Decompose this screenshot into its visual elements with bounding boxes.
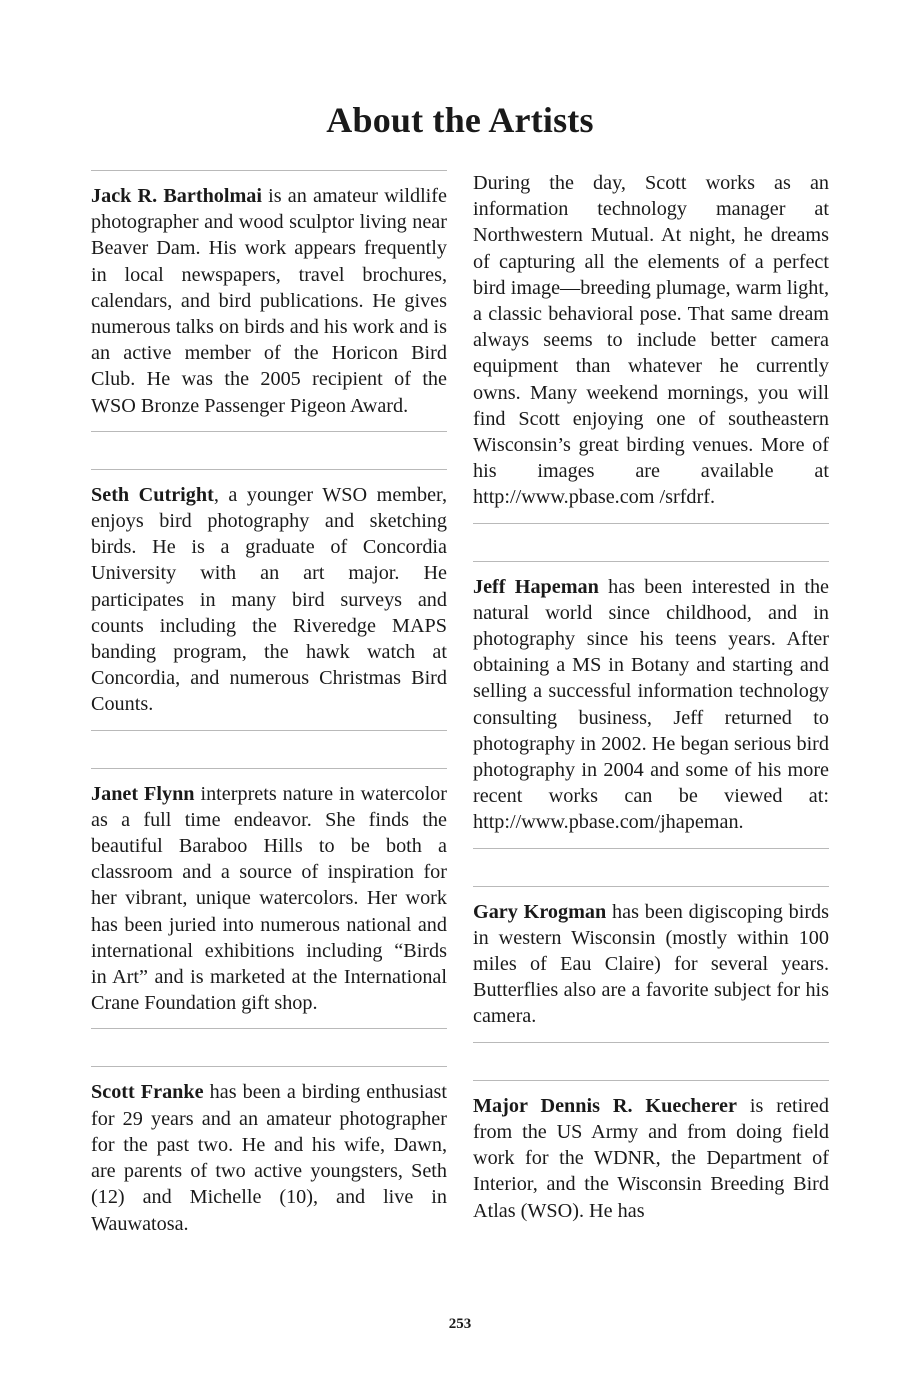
artist-bio — [473, 1093, 829, 1224]
divider — [473, 886, 829, 887]
left-column — [91, 170, 447, 1237]
artist-name: Jack R. Bartholmai — [91, 185, 263, 207]
artist-bio-text: is an amateur wildlife photographer and wood sculptor living near Beaver Dam. His work appears frequently in local newspapers, travel brochures, calendars, and bird publications. He gives numerous talks on birds and his work and is an active member of the Horicon Bird Club. He was the 2005 recipient of the WSO Bronze Passenger Pigeon Award. — [91, 185, 447, 417]
artist-bio-text: interprets nature in watercolor as a full time endeavor. She finds the beautiful Baraboo Hills to be both a classroom and a source of inspiration for her vibrant, unique watercolors. Her work has been juried into numerous national and international exhibitions including “Birds in Art” and is marketed at the International Crane Foundation gift shop. — [91, 782, 447, 1015]
artist-entry-continuation — [473, 170, 829, 511]
page-title: About the Artists — [326, 100, 594, 141]
artist-name: Gary Krogman — [473, 900, 607, 923]
artist-bio-text: has been interested in the natural world since childhood, and in photography since his teens years. After obtaining a MS in Botany and starting and selling a successful information technology consulting business, Jeff returned to photography in 2002. He began serious bird photography in 2004 and some of his more recent works can be viewed at: http://www.pbase.com/jhapeman. — [473, 575, 829, 834]
artist-bio — [91, 1079, 447, 1236]
artist-bio — [91, 482, 447, 718]
artist-bio: During the day, Scott works as an information technology manager at Northwestern Mutual. At night, he dreams of capturing all the elements of a perfect bird image—breeding plumage, warm light, a classic behavioral pose. That same dream always seems to include better camera equipment than whatever he currently owns. Many weekend mornings, you will find Scott enjoying one of southeastern Wisconsin’s great birding venues. More of his images are available at http://www.pbase.com /srfdrf. — [473, 172, 829, 509]
artist-bio — [473, 574, 829, 836]
artist-bio — [91, 781, 447, 1017]
artist-entry — [473, 574, 829, 836]
artist-entry — [473, 899, 829, 1030]
artist-entry — [473, 1093, 829, 1224]
artist-bio-text: , a younger WSO member, enjoys bird photography and sketching birds. He is a graduate of Concordia University with an art major. He participates in many bird surveys and counts including the Riveredge MAPS banding program, the hawk watch at Concordia, and numerous Christmas Bird Counts. — [91, 483, 447, 716]
artist-entry — [91, 1079, 447, 1236]
artist-bio — [91, 183, 447, 419]
artist-name: Seth Cutright — [91, 483, 214, 506]
artist-bio-text: has been a birding enthusiast for 29 years and an amateur photographer for the past two. He and his wife, Dawn, are parents of two active youngsters, Seth (12) and Michelle (10), and live in Wauwatosa. — [91, 1081, 447, 1235]
right-column — [473, 170, 829, 1224]
artist-bio-text: is retired from the US Army and from doing field work for the WDNR, the Department of Interior, and the Wisconsin Breeding Bird Atlas (WSO). He has — [473, 1094, 829, 1222]
artist-entry — [91, 482, 447, 718]
artist-bio-text: has been digiscoping birds in western Wisconsin (mostly within 100 miles of Eau Claire) for several years. Butterflies also are a favorite subject for his camera. — [473, 900, 829, 1028]
artist-entry — [91, 183, 447, 419]
artist-name: Scott Franke — [91, 1081, 204, 1104]
divider — [91, 1066, 447, 1067]
artist-name: Major Dennis R. Kuecherer — [473, 1094, 737, 1117]
artist-name: Janet Flynn — [91, 782, 195, 805]
artist-entry — [91, 781, 447, 1017]
artist-bio — [473, 899, 829, 1030]
divider — [91, 170, 447, 171]
divider — [91, 768, 447, 769]
divider — [473, 1080, 829, 1081]
page-number: 253 — [448, 1316, 472, 1332]
divider — [473, 561, 829, 562]
artist-name: Jeff Hapeman — [473, 575, 599, 598]
divider — [91, 469, 447, 470]
